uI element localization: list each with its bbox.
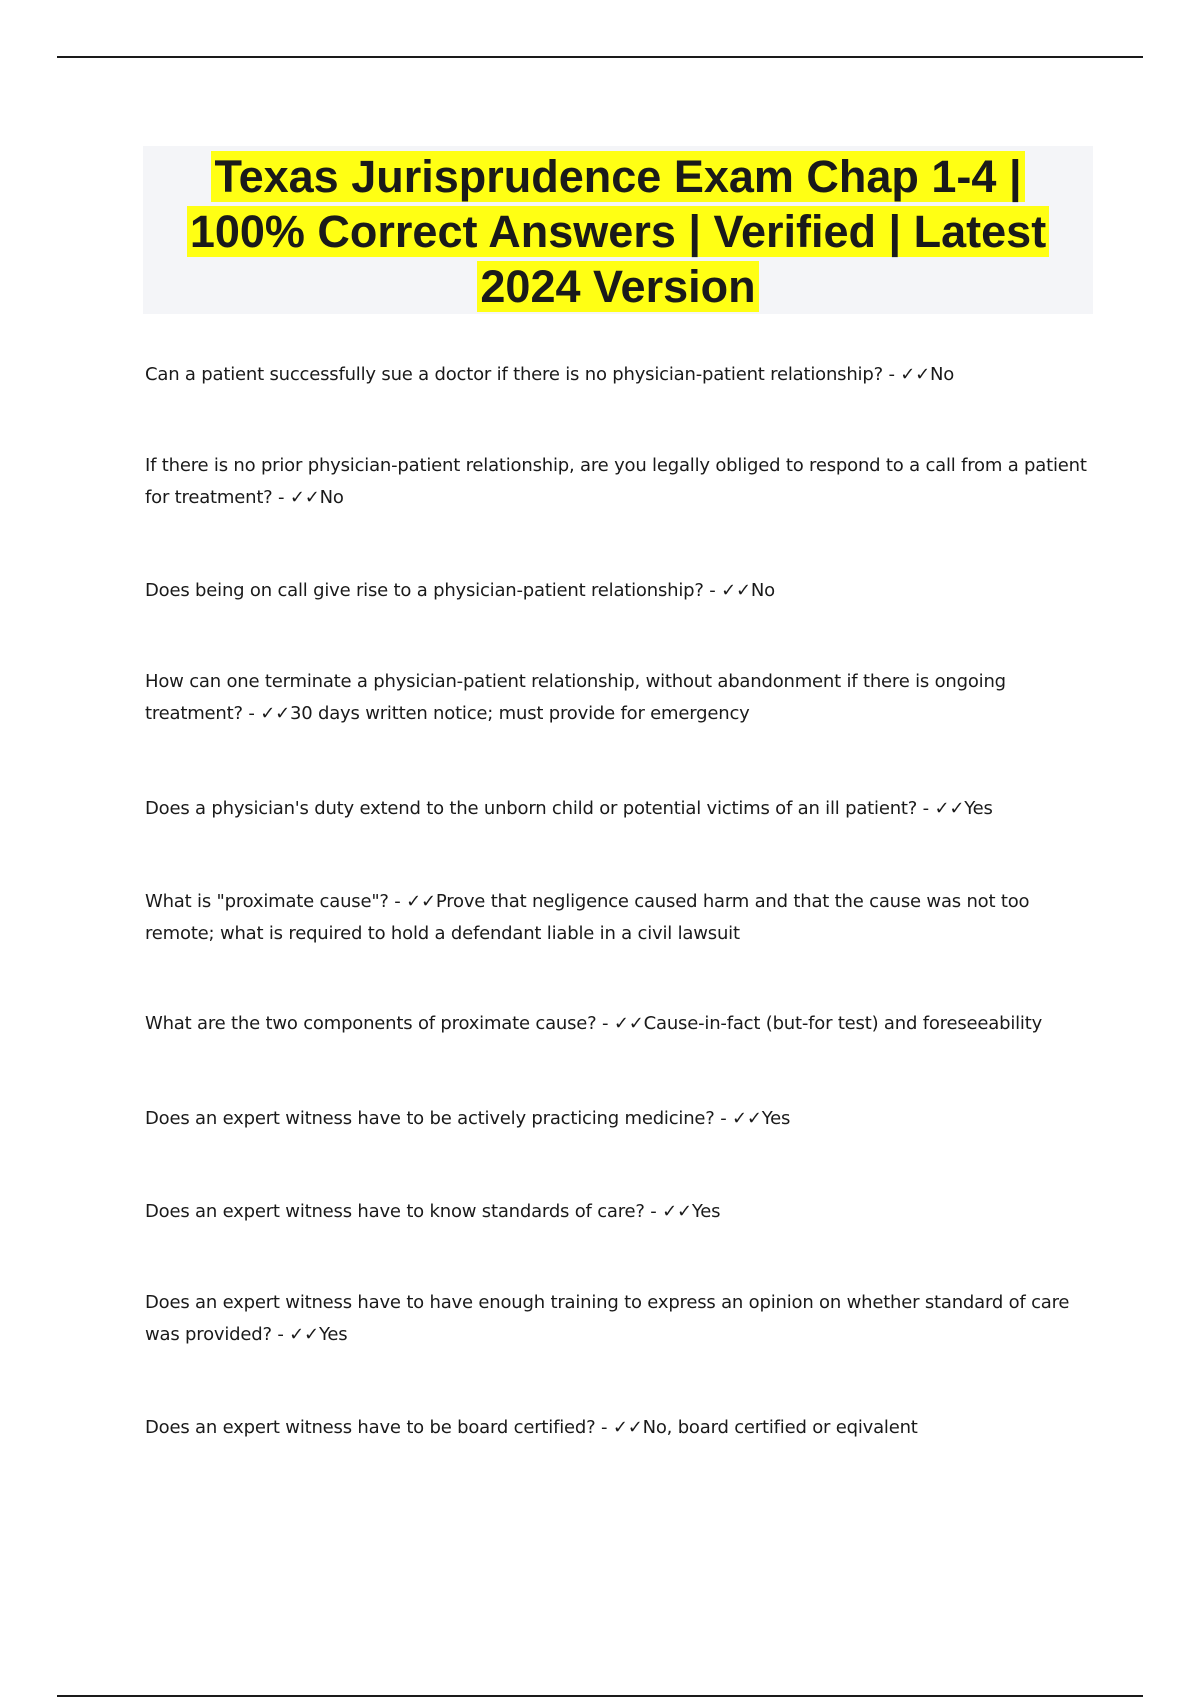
qa-item — [145, 575, 1095, 607]
separator: - — [917, 798, 935, 819]
double-check-icon: ✓✓ — [612, 1417, 643, 1438]
answer-text: No — [930, 364, 955, 385]
question-text: Does an expert witness have to be board certified? — [145, 1417, 596, 1438]
answer-text: Yes — [964, 798, 993, 819]
double-check-icon: ✓✓ — [900, 364, 931, 385]
separator: - — [595, 1417, 613, 1438]
question-text: If there is no prior physician-patient relationship, are you legally obliged to respond to a call from a patient for treatment? — [145, 455, 1087, 508]
double-check-icon: ✓✓ — [721, 580, 751, 601]
double-check-icon: ✓✓ — [613, 1013, 644, 1034]
bottom-rule — [57, 1695, 1143, 1697]
title-line-2: 100% Correct Answers | Verified | Latest — [187, 206, 1049, 257]
question-text: Does an expert witness have to know standards of care? — [145, 1201, 645, 1222]
question-text: Does an expert witness have to be actively practicing medicine? — [145, 1108, 715, 1129]
double-check-icon: ✓✓ — [406, 891, 436, 912]
answer-text: Yes — [761, 1108, 791, 1129]
separator: - — [242, 703, 261, 724]
separator: - — [388, 891, 407, 912]
question-text: What is "proximate cause"? — [145, 891, 389, 912]
qa-item — [145, 359, 1095, 391]
qa-item — [145, 1196, 1095, 1228]
separator: - — [596, 1013, 614, 1034]
qa-item — [145, 666, 1095, 730]
answer-text: No, board certified or eqivalent — [642, 1417, 918, 1438]
qa-item — [145, 793, 1095, 825]
question-text: Does a physician's duty extend to the unborn child or potential victims of an ill patient? — [145, 798, 918, 819]
top-rule — [57, 56, 1143, 58]
qa-item — [145, 1287, 1095, 1351]
answer-text: Cause-in-fact (but-for test) and foreseeability — [643, 1013, 1043, 1034]
qa-item — [145, 886, 1095, 950]
qa-item — [145, 1008, 1095, 1040]
question-text: What are the two components of proximate cause? — [145, 1013, 597, 1034]
question-text: Can a patient successfully sue a doctor if there is no physician-patient relationship? — [145, 364, 883, 385]
document-title — [143, 146, 1093, 314]
qa-item — [145, 1103, 1095, 1135]
double-check-icon: ✓✓ — [289, 487, 320, 508]
qa-item — [145, 1412, 1095, 1444]
separator: - — [644, 1201, 663, 1222]
answer-text: Yes — [318, 1324, 348, 1345]
double-check-icon: ✓✓ — [732, 1108, 762, 1129]
answer-text: No — [750, 580, 775, 601]
qa-item — [145, 450, 1095, 514]
double-check-icon: ✓✓ — [934, 798, 965, 819]
answer-text: No — [319, 487, 344, 508]
title-line-3: 2024 Version — [477, 261, 758, 312]
double-check-icon: ✓✓ — [289, 1324, 319, 1345]
title-line-1: Texas Jurisprudence Exam Chap 1-4 | — [211, 151, 1024, 202]
answer-text: Yes — [691, 1201, 721, 1222]
separator: - — [703, 580, 722, 601]
separator: - — [271, 1324, 290, 1345]
double-check-icon: ✓✓ — [260, 703, 290, 724]
separator: - — [272, 487, 290, 508]
question-text: Does an expert witness have to have enough training to express an opinion on whether standard of care was provided? — [145, 1292, 1070, 1345]
double-check-icon: ✓✓ — [662, 1201, 692, 1222]
question-text: Does being on call give rise to a physician-patient relationship? — [145, 580, 704, 601]
separator: - — [714, 1108, 733, 1129]
question-text: How can one terminate a physician-patient relationship, without abandonment if there is ongoing treatment? — [145, 671, 1006, 724]
separator: - — [882, 364, 901, 385]
title-box — [143, 146, 1093, 314]
answer-text: Prove that negligence caused harm and that the cause was not too remote; what is required to hold a defendant liable in a civil lawsuit — [145, 891, 1030, 944]
answer-text: 30 days written notice; must provide for emergency — [289, 703, 750, 724]
